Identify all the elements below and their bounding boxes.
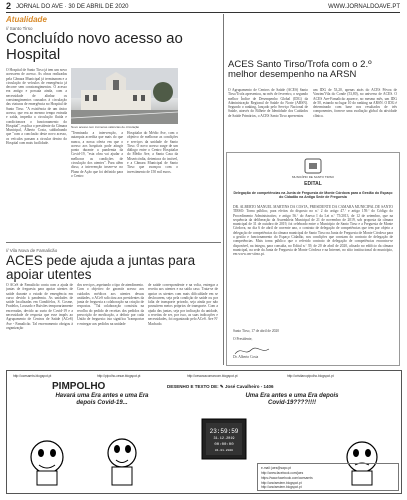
signature-image [233, 343, 273, 353]
page-header [6, 2, 400, 13]
contact-blog[interactable]: http://ancisestem.blogspot.pt [261, 481, 302, 485]
clock-display: 23:59:59 [209, 428, 239, 435]
column-separator [223, 14, 224, 365]
contact-email[interactable]: e-mail: jaes@sapo.pt [261, 466, 291, 470]
section-title: Atualidade [6, 15, 47, 24]
aside-col2: um IDG de 53,20, apenas atrás do ACES Póvoa de Varzim/Vila do Conde (53,80), no universo de ACES. O ACES Ave-Famalicão aparece, no mesmo mês, um IDG de 50, estando no lugar 10 do ranking na ARSN. O IDG é determinado com base nos resultados de três componentes, fornece uma avaliação global da atividade clínica. [313, 88, 397, 118]
hospital-photo [71, 68, 178, 124]
article2-col2: dos serviços, aspetando o tipo de atendimento. Com o objetivo de garantir acesso aos cuidados médicos aos utentes dessas unidades, o ACeS solicitou aos presidentes da junta de freguesia a colaboração na criação de respostas. "Tal colaboração consistiu na recolha do pedido de receitas dos pedidos da prescrição de medicação, a definir por cada União de freguesia: isto significa "transportar e entregar aos pedidos na unidade [77, 283, 144, 326]
hospital-building-image [71, 68, 178, 124]
kicker-santo-tirso: // Santo Tirso [6, 26, 33, 31]
aside-col1: O Agrupamento de Centros de Saúde (ACES) Santo Tirso/Trofa apresentou, no mês de fevereiro, o segundo melhor Índice de Desempenho Global (IDG) da Administração Regional de Saúde do Norte (ARSN). Segundo o ranking, lançado pelo Serviço Nacional de Saúde, através do Bilhete de Identidade dos Cuidados de Saúde Primários, o ACES Santo Tirso apresentou [228, 88, 308, 118]
contact-facebook-2[interactable]: https://www.facebook.com/ocesarnts [261, 476, 313, 480]
issue-date: JORNAL DO AVE · 30 DE ABRIL DE 2020 [16, 4, 129, 10]
edital-subhead: Delegação de competências na Junta de Freguesia de Monte Córdova para a Gestão do Espaço do Cidadão na Antiga Sede de Freguesia [233, 191, 393, 199]
article2-title: ACES pede ajuda a juntas para apoiar utentes [6, 253, 196, 283]
speech-bubble-1: Havará uma Era antes e uma Era depois Covid-19... [55, 393, 149, 406]
article1-col1: O Hospital de Santo Tirso já tem um novo acessoem de acesso. As obras realizadas pela Câmara Municipal já terminaram e a circulação de veículos de emergência já decorre sem constrangimentos. O acesso era antigo e possuía ainda, com a necessidade de alinhar os constrangimentos causados à circulação das viaturas de emergência no Hospital de Santo Tirso. "A existência de um único acesso, que era ao mesmo tempo entrada e saída, impedia a circulação fluida e condicionava o funcionamento do Hospital", explica o presidente da Câmara Municipal, Alberto Costa, sublinhando que "com a conclusão deste novo acesso, os veículos passam a circular dentro do Hospital com mais facilidade. [6, 68, 67, 146]
strip-title: PIMPOLHO [52, 381, 106, 392]
edital-heading: EDITAL [304, 181, 322, 187]
article2-col3: de saúde correspondente e na volta, entregar a receita aos utentes e na saída caso. Trata-se de apoiar os utentes com mais dificuldade em se deslocarem, seja pela condição de saúde ou por falta de transporte privado, seja ainda por não possuírem meios próprios de transporte. Com a ajuda das juntas, seja por indicação da unidade, a receitas de ser, por isso, as suas indicações e necessidades, foi organizado pelo ACeS. Ave Nº Machado. [148, 283, 218, 326]
divider [6, 242, 221, 243]
photo-caption: Novo acesso tem inúmeras valências de circulação [71, 125, 140, 129]
contact-blog-2[interactable]: http://ancisestem.blogspot.pt [261, 485, 302, 489]
page-number: 2 [6, 1, 12, 11]
clock-date: 31.12.2019 [213, 437, 235, 441]
municipal-logo [297, 157, 329, 177]
aside-title: ACES Santo Tirso/Trofa com o 2.º melhor desempenho na ARSN [228, 59, 372, 80]
edital-box [226, 152, 400, 366]
clock-display-2: 00:00:00 [214, 443, 234, 447]
site-url[interactable]: WWW.JORNALDOAVE.PT [328, 4, 400, 10]
contact-facebook[interactable]: http://www.facebook.com/jaes [261, 471, 304, 475]
edital-name: Dr. Alberto Costa [233, 355, 259, 359]
strip-credit: DESENHO E TEXTO DE: ✎ José Cavalheiro - 1406 [167, 384, 274, 389]
article1-col3: Hospitalar do Médio Ave, com o objetivo de melhorar as condições e serviços da unidade de Santo Tirso. O novo acesso surge de um diálogo entre o Centro Hospitalar do Médio Ave, a Santa Casa da Misericórdia, detentora do imóvel, e a Câmara Municipal de Santo Tirso que avançou com o investimento de 150 mil euros. [127, 131, 178, 174]
cartoon-link-1[interactable]: http://ocesarnts.blogspot.pt [13, 374, 52, 378]
edital-org: MUNICÍPIO DE SANTO TIRSO [292, 175, 334, 179]
cartoon-strip [6, 370, 402, 494]
article1-col2: "Terminada a intervenção, a autarquia acredita que mais do que nunca, a nossa oferta em que o acesso aos hospitais pode atingir ponto durante a pandemia da Covid-19, "esta obra vai ajudar a melhorar as condições de circulação dos utentes". Para além disso, a intervenção insere-se no Plano de Ação que foi definido para o Centro [71, 131, 123, 178]
edital-body: DR. ALBERTO MANUEL MARTINS DA COSTA, PRESIDENTE DA CÂMARA MUNICIPAL DE SANTO TIRSO: Torna público, para efeitos do disposto no n.º 2 do artigo 47.º e artigo 159.º do Código do Procedimento Administrativo, e artigo 56.º do Anexo I da Lei n.º 75/2013, de 12 de setembro, que na sequência da deliberação da Assembleia Municipal de 21 de novembro de 2019, sob proposta da câmara municipal de 31 de outubro de 2019, foi celebrado entre o Município de Santo Tirso e a Freguesia de Monte Córdova, no dia 6 de abril de corrente ano, o contrato de delegação de competências que tem por objeto a delegação de competências da câmara municipal de Santo Tirso na Junta de Freguesia de Monte Córdova para a gestão e funcionamento do Espaço Cidadão, nos condições que constam do contrato de delegação de competências. Mais torna público que o referido contrato de delegação de competências encontra-se disponível, na íntegra, para consulta, no Edital n.º 39, de 20 de abril de 2020, afixado no edifício da câmara municipal, na sede da Junta de Freguesia de Monte Córdova e na Internet, no sítio institucional do município, em www.cm-stirso.pt. [233, 205, 393, 257]
cartoon-link-3[interactable]: http://cesarcacomarcom.blogspot.pt [187, 374, 238, 378]
speech-bubble-2: Uma Era antes e uma Era depois Covid-19????!!!! [245, 393, 339, 406]
edital-place: Santo Tirso, 17 de abril de 2020 [233, 329, 280, 333]
article-title: Concluído novo acesso ao Hospital [6, 30, 183, 63]
kicker-famalicao: // Vila Nova de Famalicão [6, 248, 58, 253]
cartoon-link-4[interactable]: http://cristianopipolho.blogspot.pt [287, 374, 334, 378]
clock-date-2: 01.01.2020 [214, 449, 233, 452]
article2-col1: O ACeS de Famalicão conta com a ajuda de juntas de freguesia para apoiar utentes de saúde durante o estado de emergência em curso devido à pandemia. As unidades de saúde localizadas em Gondifelos, S. Cosme, Fradelos, Lousado e Ruivães temporariamente encerradas, devido ao surto de Covid-19 e a necessidade de resposta que esse impôs ao Agrupamento de Centros de Saúde (ACeS) Ave - Famalicão. Tal encerramento obrigou à organização [6, 283, 73, 330]
contacts-box [257, 463, 399, 491]
cartoon-link-2[interactable]: http://pipolho-cesar.blogspot.pt [97, 374, 141, 378]
edital-sign: O Presidente, [233, 337, 253, 341]
